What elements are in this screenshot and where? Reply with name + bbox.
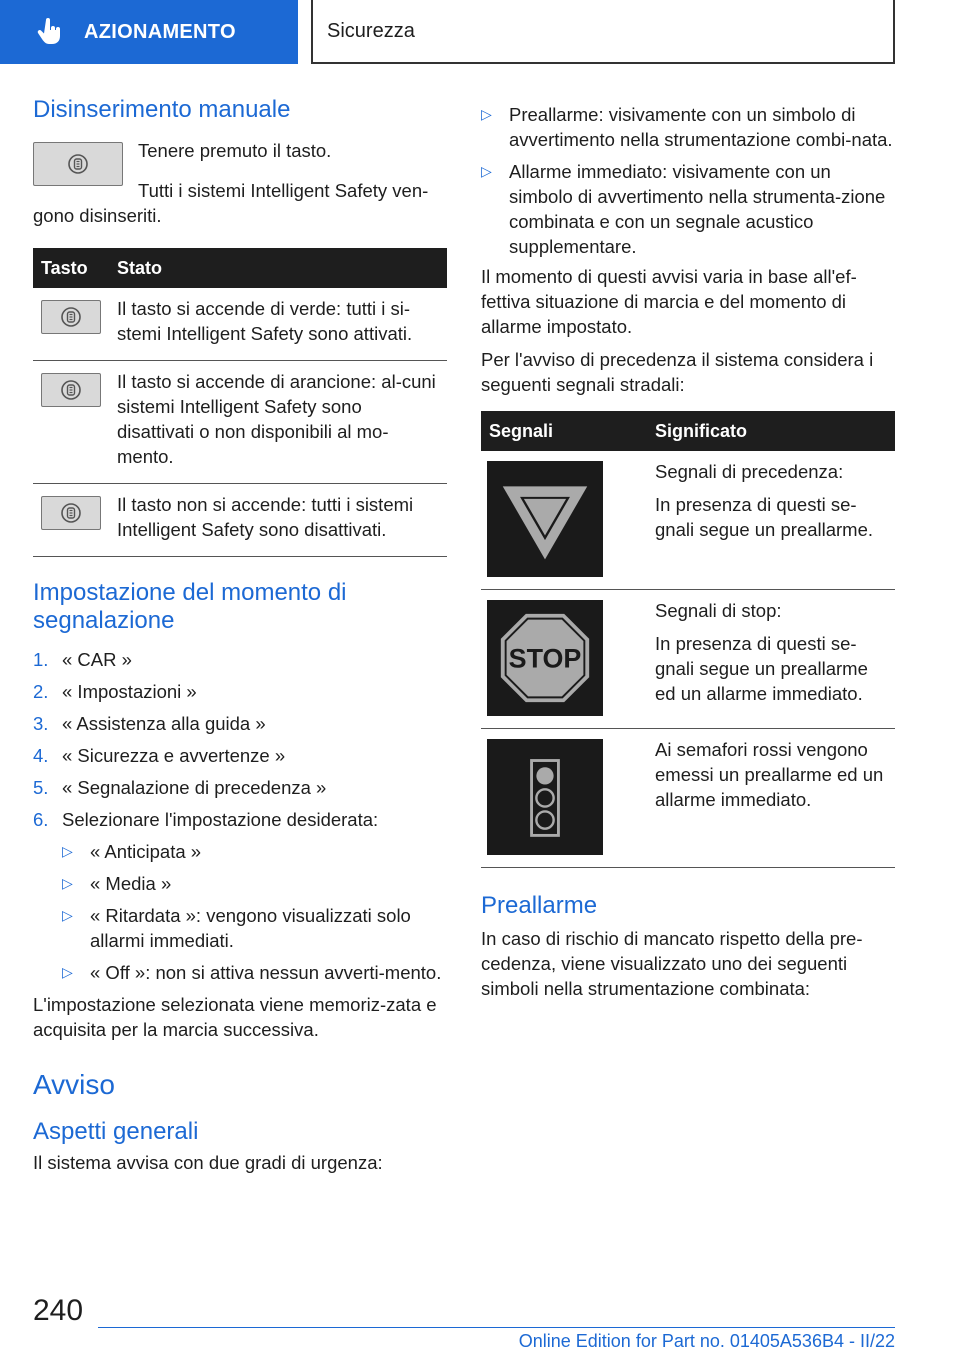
section-title: Sicurezza	[327, 19, 415, 42]
triangle-bullet-icon: ▷	[62, 875, 73, 891]
table-header-signs: Segnali	[481, 411, 647, 451]
triangle-bullet-icon: ▷	[62, 907, 73, 923]
list-item: ▷ « Ritardata »: vengono visualizzati solo allarmi immediati.	[62, 905, 411, 951]
edition-label: Online Edition for Part no. 01405A536B4 - II/22	[518, 1331, 895, 1351]
stop-sign-icon	[487, 600, 603, 716]
status-text: Il tasto non si accende: tutti i sistemi Intelligent Safety sono disattivati.	[117, 494, 414, 540]
heading-manual-deactivation: Disinserimento manuale	[33, 96, 291, 123]
list-item: ▷ « Anticipata »	[62, 841, 202, 862]
sign-meaning-text: Segnali di precedenza:	[655, 461, 844, 482]
status-text: Il tasto si accende di arancione: al-cuni sistemi Intelligent Safety sono disattivati o non disponibili al mo-mento.	[117, 371, 436, 467]
table-header-meaning: Significato	[647, 411, 895, 451]
intelligent-safety-button-icon	[33, 142, 123, 186]
heading-warning: Avviso	[33, 1069, 115, 1100]
sign-meaning-text: In presenza di questi se-gnali segue un preallarme.	[655, 494, 874, 540]
button-status-table	[33, 248, 447, 557]
list-item: 3. « Assistenza alla guida »	[33, 713, 266, 734]
list-item: ▷ « Media »	[62, 873, 172, 894]
timing-text: Il momento di questi avvisi varia in base all'ef-fettiva situazione di marcia e del momento di allarme impostato.	[481, 266, 857, 337]
list-item: ▷ Allarme immediato: visivamente con un simbolo di avvertimento nella strumenta-zione combinata e con un segnale acustico supplementare.	[481, 161, 886, 257]
intelligent-safety-button-icon	[41, 300, 101, 334]
traffic-light-icon	[487, 739, 603, 855]
list-item: ▷ « Off »: non si attiva nessun avverti-mento.	[62, 962, 442, 983]
status-text: Il tasto si accende di verde: tutti i si-stemi Intelligent Safety sono attivati.	[117, 298, 413, 344]
list-item: 2. « Impostazioni »	[33, 681, 197, 702]
sign-meaning-text: Segnali di stop:	[655, 600, 782, 621]
table-row	[481, 590, 895, 729]
triangle-bullet-icon: ▷	[62, 843, 73, 859]
list-item: 6. Selezionare l'impostazione desiderata:	[33, 809, 379, 830]
right-column	[481, 102, 895, 1001]
list-item: 4. « Sicurezza e avvertenze »	[33, 745, 286, 766]
list-item: ▷ Preallarme: visivamente con un simbolo di avvertimento nella strumentazione combi-nata.	[481, 104, 893, 150]
intro-text-2: Tutti i sistemi Intelligent Safety ven-gono disinseriti.	[33, 180, 429, 226]
signs-table	[481, 411, 895, 868]
intelligent-safety-button-icon	[41, 496, 101, 530]
sign-meaning-text: Ai semafori rossi vengono emessi un preallarme ed un allarme immediato.	[655, 739, 884, 810]
triangle-bullet-icon: ▷	[481, 163, 492, 179]
section-header	[311, 0, 895, 64]
page-number: 240	[33, 1294, 84, 1327]
list-item: 5. « Segnalazione di precedenza »	[33, 777, 327, 798]
table-header-status: Stato	[109, 248, 447, 288]
yield-sign-icon	[487, 461, 603, 577]
setting-note: L'impostazione selezionata viene memoriz-zata e acquisita per la marcia successiva.	[33, 994, 437, 1040]
stop-sign-text: STOP	[508, 643, 582, 674]
options-list	[62, 839, 447, 985]
left-column	[33, 96, 447, 1175]
table-header-button: Tasto	[33, 248, 109, 288]
table-row	[33, 288, 447, 361]
intro-text-1: Tenere premuto il tasto.	[138, 140, 332, 161]
chapter-tab[interactable]	[0, 0, 298, 64]
prewarning-text: In caso di rischio di mancato rispetto della pre-cedenza, viene visualizzato uno dei seguenti simboli nella strumentazione combinata:	[481, 928, 863, 999]
list-item: 1. « CAR »	[33, 649, 132, 670]
heading-prewarning: Preallarme	[481, 892, 598, 919]
table-row	[481, 451, 895, 590]
table-row	[33, 484, 447, 557]
warning-levels-list	[481, 102, 895, 259]
heading-general: Aspetti generali	[33, 1118, 199, 1145]
table-row	[481, 729, 895, 868]
general-text: Il sistema avvisa con due gradi di urgenza:	[33, 1152, 383, 1173]
settings-steps-list	[33, 647, 447, 832]
intelligent-safety-button-icon	[41, 373, 101, 407]
sign-meaning-text: In presenza di questi se-gnali segue un preallarme ed un allarme immediato.	[655, 633, 868, 704]
chapter-title: AZIONAMENTO	[84, 20, 236, 43]
footer-divider	[98, 1327, 895, 1328]
signs-intro-text: Per l'avviso di precedenza il sistema considera i seguenti segnali stradali:	[481, 349, 874, 395]
table-row	[33, 361, 447, 484]
heading-warning-timing: Impostazione del momento di segnalazione	[33, 579, 347, 634]
triangle-bullet-icon: ▷	[62, 964, 73, 980]
hand-pointer-icon	[34, 16, 66, 48]
triangle-bullet-icon: ▷	[481, 106, 492, 122]
